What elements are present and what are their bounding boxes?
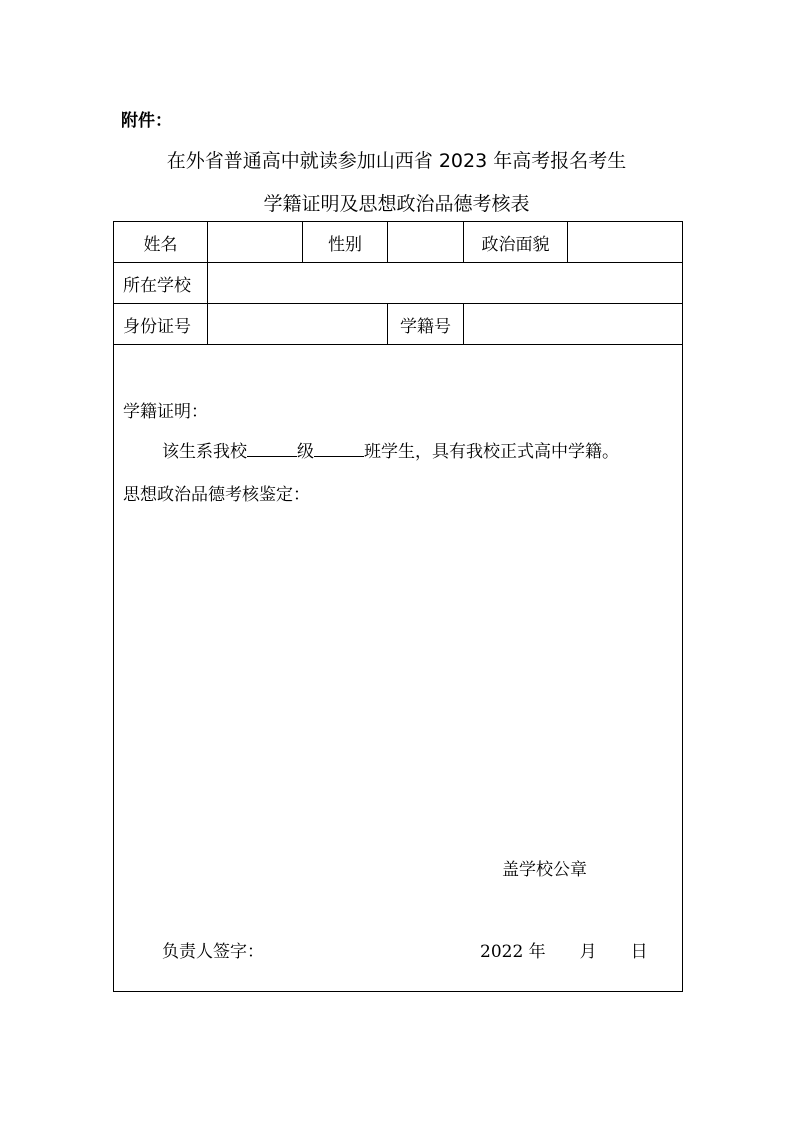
name-field[interactable]	[208, 222, 303, 263]
certification-section	[114, 345, 683, 992]
form-title-line-2: 学籍证明及思想政治品德考核表	[263, 193, 530, 215]
date-year: 2022 年	[480, 942, 546, 962]
date-line	[480, 937, 648, 962]
proof-text-part-3: 班学生，具有我校正式高中学籍。	[364, 442, 619, 462]
student-number-label: 学籍号	[388, 304, 464, 345]
political-status-field[interactable]	[568, 222, 683, 263]
form-table	[113, 221, 683, 992]
table-row-id	[114, 304, 683, 345]
evaluation-heading: 思想政治品德考核鉴定：	[123, 485, 310, 505]
signer-label: 负责人签字：	[162, 942, 264, 962]
gender-field[interactable]	[388, 222, 464, 263]
school-label: 所在学校	[114, 263, 208, 304]
school-seal-label: 盖学校公章	[502, 860, 587, 880]
student-number-field[interactable]	[464, 304, 683, 345]
table-row-body	[114, 345, 683, 992]
political-status-label: 政治面貌	[464, 222, 568, 263]
table-row-school	[114, 263, 683, 304]
id-number-label: 身份证号	[114, 304, 208, 345]
id-number-field[interactable]	[208, 304, 388, 345]
enrollment-proof-sentence	[162, 437, 619, 462]
school-field[interactable]	[208, 263, 683, 304]
attachment-label: 附件：	[121, 111, 172, 131]
date-month: 月	[579, 942, 597, 962]
form-title-line-1: 在外省普通高中就读参加山西省 2023 年高考报名考生	[166, 150, 627, 172]
table-row-name	[114, 222, 683, 263]
name-label: 姓名	[114, 222, 208, 263]
grade-blank[interactable]	[247, 440, 297, 457]
class-blank[interactable]	[314, 440, 364, 457]
gender-label: 性别	[303, 222, 388, 263]
proof-text-part-1: 该生系我校	[162, 442, 247, 462]
proof-text-part-2: 级	[297, 442, 314, 462]
date-day: 日	[630, 942, 648, 962]
enrollment-proof-heading: 学籍证明：	[123, 402, 208, 422]
